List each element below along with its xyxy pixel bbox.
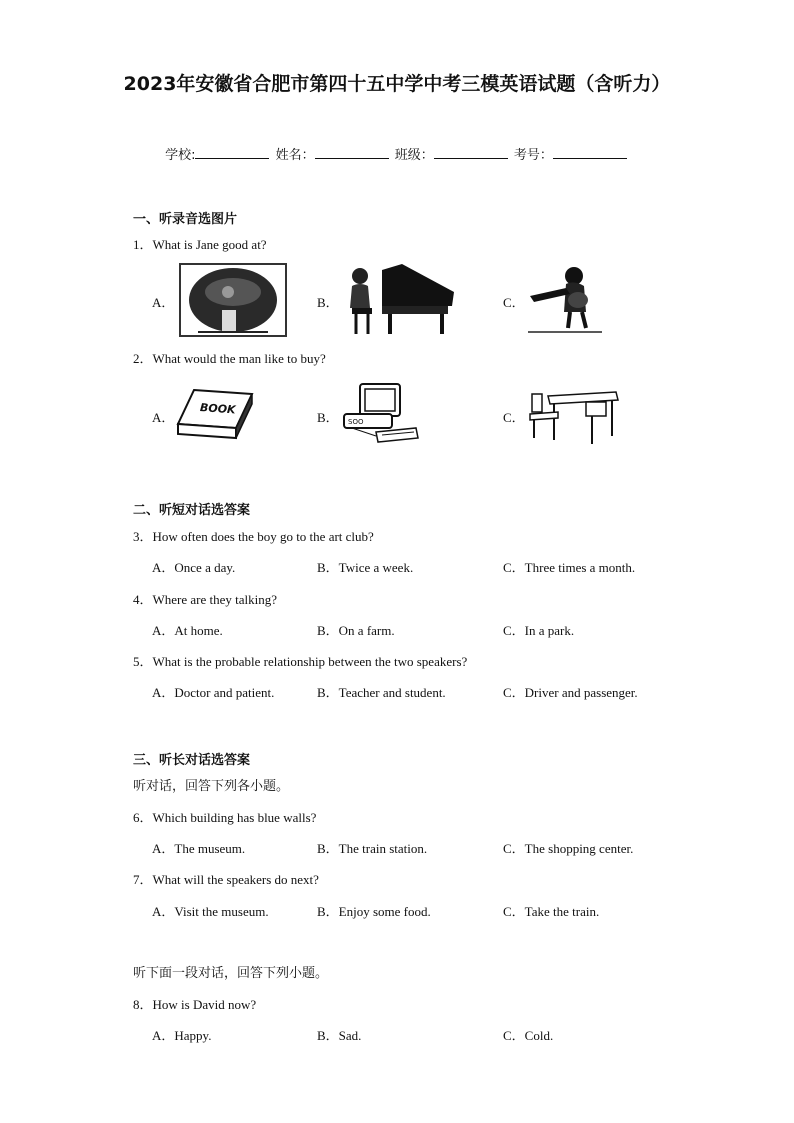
section-3-heading: 三、听长对话选答案 <box>133 753 251 768</box>
computer-label: SOO <box>348 418 364 426</box>
q3-option-a[interactable]: A．Once a day. <box>152 560 236 575</box>
question-6-stem: 6．Which building has blue walls? <box>133 810 317 825</box>
school-blank[interactable] <box>195 146 269 159</box>
q2-option-a-letter[interactable]: A． <box>152 410 175 425</box>
q6-option-a[interactable]: A．The museum. <box>152 841 246 856</box>
class-label: 班级： <box>394 148 434 163</box>
question-8-stem: 8．How is David now? <box>133 997 257 1012</box>
question-7-stem: 7．What will the speakers do next? <box>133 872 319 887</box>
question-2-stem: 2．What would the man like to buy? <box>133 351 326 366</box>
q8-option-a[interactable]: A．Happy. <box>152 1028 212 1043</box>
q5-option-c[interactable]: C．Driver and passenger. <box>503 685 638 700</box>
question-3-stem: 3．How often does the boy go to the art club? <box>133 529 374 544</box>
section-2-heading: 二、听短对话选答案 <box>133 503 251 518</box>
q6-option-c[interactable]: C．The shopping center. <box>503 841 634 856</box>
book-icon <box>174 384 256 444</box>
q5-option-b[interactable]: B．Teacher and student. <box>317 685 446 700</box>
q2-option-c-letter[interactable]: C． <box>503 410 525 425</box>
desk-icon <box>528 388 620 446</box>
q5-option-a[interactable]: A．Doctor and patient. <box>152 685 275 700</box>
q7-option-b[interactable]: B．Enjoy some food. <box>317 904 431 919</box>
book-label: BOOK <box>199 401 236 417</box>
exam-number-blank[interactable] <box>553 146 627 159</box>
guitar-icon <box>526 264 606 336</box>
q3-option-c[interactable]: C．Three times a month. <box>503 560 636 575</box>
question-5-stem: 5．What is the probable relationship between the two speakers? <box>133 654 468 669</box>
q1-option-b-letter[interactable]: B． <box>317 295 339 310</box>
page-title: 2023年安徽省合肥市第四十五中学中考三模英语试题（含听力） <box>123 73 671 95</box>
school-label: 学校: <box>165 148 196 163</box>
computer-icon <box>342 382 420 446</box>
q2-option-b-letter[interactable]: B． <box>317 410 339 425</box>
q4-option-c[interactable]: C．In a park. <box>503 623 575 638</box>
exam-number-label: 考号： <box>513 148 553 163</box>
q4-option-b[interactable]: B．On a farm. <box>317 623 395 638</box>
q8-option-c[interactable]: C．Cold. <box>503 1028 554 1043</box>
q7-option-c[interactable]: C．Take the train. <box>503 904 600 919</box>
piano-icon <box>342 262 456 338</box>
name-label: 姓名： <box>275 148 315 163</box>
class-blank[interactable] <box>434 146 508 159</box>
q7-option-a[interactable]: A．Visit the museum. <box>152 904 269 919</box>
question-4-stem: 4．Where are they talking? <box>133 592 278 607</box>
section-1-heading: 一、听录音选图片 <box>133 212 238 227</box>
q1-option-c-letter[interactable]: C． <box>503 295 525 310</box>
q4-option-a[interactable]: A．At home. <box>152 623 223 638</box>
instruction-1: 听对话，回答下列各小题。 <box>133 779 290 794</box>
student-info-line <box>0 144 794 163</box>
q3-option-b[interactable]: B．Twice a week. <box>317 560 414 575</box>
question-1-stem: 1．What is Jane good at? <box>133 237 267 252</box>
name-blank[interactable] <box>315 146 389 159</box>
instruction-2: 听下面一段对话，回答下列小题。 <box>133 966 329 981</box>
q1-option-a-letter[interactable]: A． <box>152 295 175 310</box>
q8-option-b[interactable]: B．Sad. <box>317 1028 362 1043</box>
drum-icon <box>178 262 288 338</box>
q6-option-b[interactable]: B．The train station. <box>317 841 428 856</box>
